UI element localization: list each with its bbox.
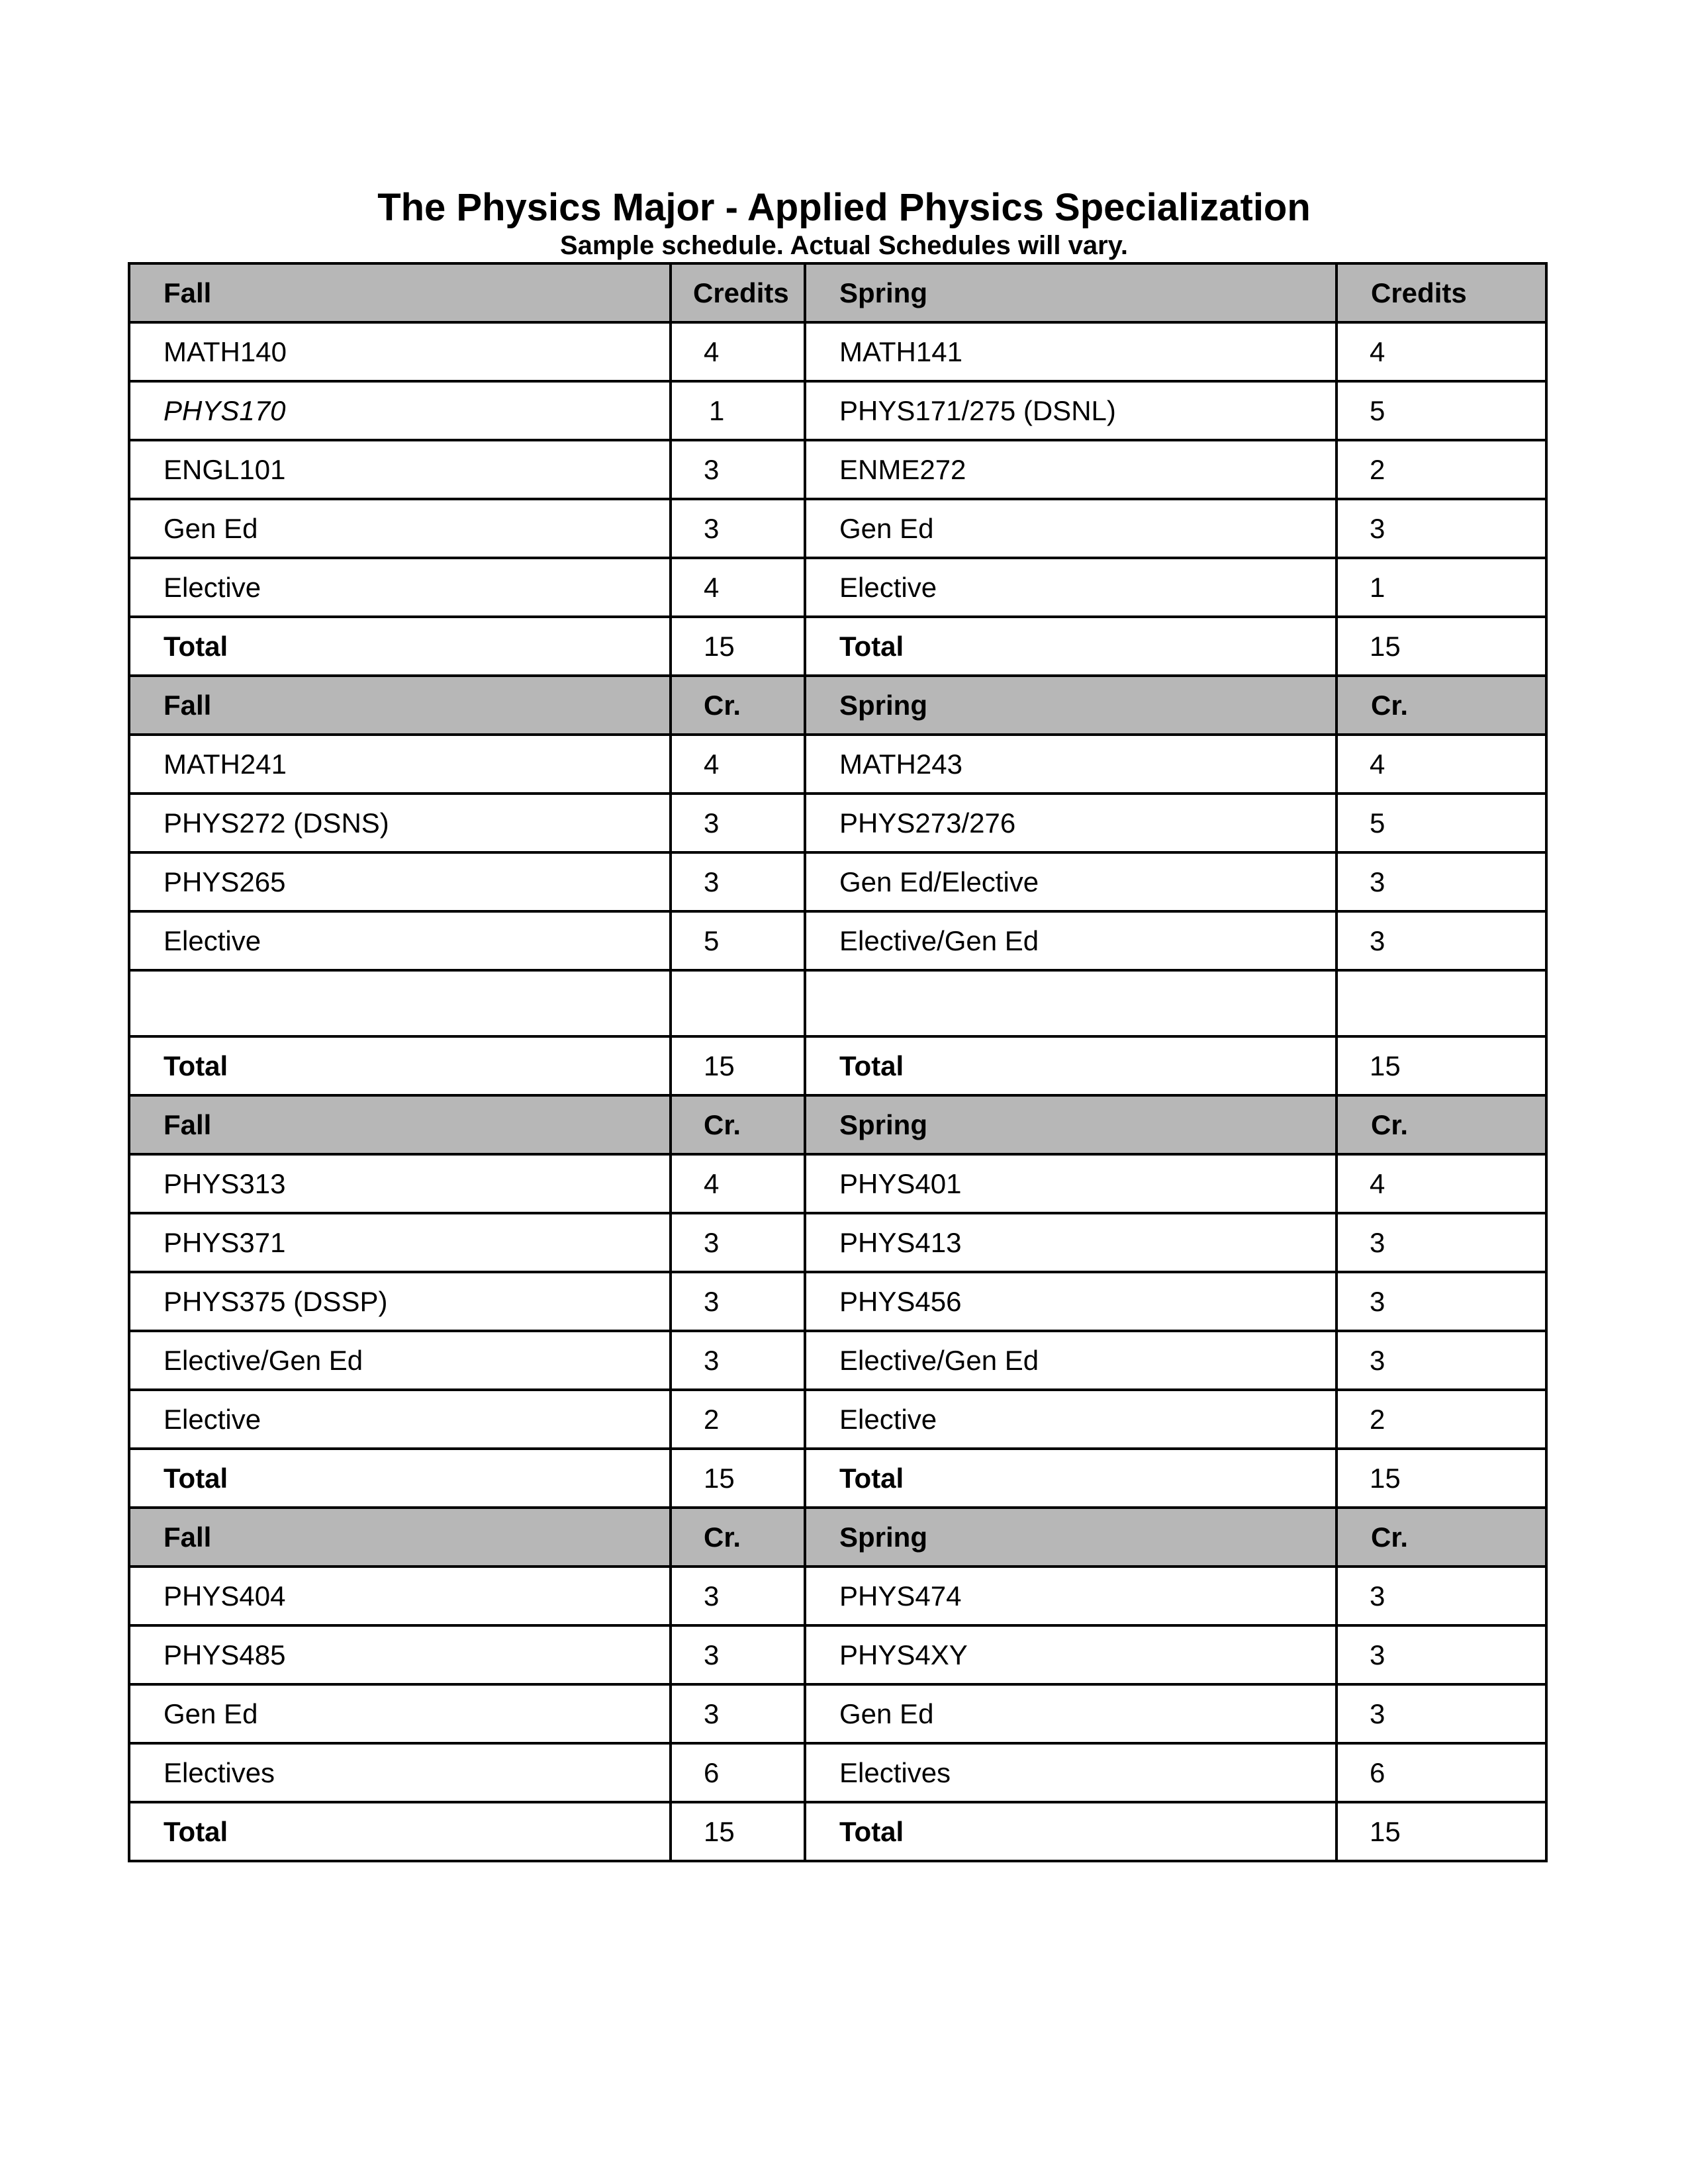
fall-total-credits: 15 [671,1449,805,1508]
fall-header: Fall [129,1095,671,1154]
spring-credits: 5 [1336,794,1546,852]
spring-total-label: Total [805,1036,1336,1095]
fall-total-label: Total [129,1802,671,1861]
table-row [129,1272,1546,1331]
spring-course: Gen Ed [805,1684,1336,1743]
table-row [129,735,1546,794]
fall-credits: 3 [671,1684,805,1743]
fall-credits: 1 [671,381,805,440]
spring-course: Electives [805,1743,1336,1802]
spring-course: Elective [805,1390,1336,1449]
fall-course: PHYS272 (DSNS) [129,794,671,852]
fall-course: ENGL101 [129,440,671,499]
fall-credits: 6 [671,1743,805,1802]
fall-credits: 3 [671,1331,805,1390]
spring-credits: 3 [1336,1272,1546,1331]
fall-course: Electives [129,1743,671,1802]
table-row [129,1567,1546,1625]
spring-course: Gen Ed [805,499,1336,558]
spring-credits: 2 [1336,440,1546,499]
empty-cell [805,970,1336,1036]
spring-course: MATH141 [805,322,1336,381]
fall-credits: 4 [671,558,805,617]
fall-credits-header: Credits [671,263,805,322]
spring-header: Spring [805,1508,1336,1567]
table-row [129,911,1546,970]
fall-course: PHYS170 [129,381,671,440]
empty-cell [1336,970,1546,1036]
fall-total-credits: 15 [671,617,805,676]
fall-course: MATH140 [129,322,671,381]
fall-course: MATH241 [129,735,671,794]
fall-credits: 3 [671,499,805,558]
fall-course: Elective/Gen Ed [129,1331,671,1390]
fall-course: Gen Ed [129,1684,671,1743]
spring-credits: 4 [1336,735,1546,794]
fall-credits: 3 [671,1272,805,1331]
spring-course: PHYS474 [805,1567,1336,1625]
spring-course: Gen Ed/Elective [805,852,1336,911]
fall-total-credits: 15 [671,1036,805,1095]
table-row [129,1154,1546,1213]
page-subtitle: Sample schedule. Actual Schedules will vary. [559,231,1129,260]
fall-total-credits: 15 [671,1802,805,1861]
table-row [129,322,1546,381]
spring-total-credits: 15 [1336,1802,1546,1861]
spring-course: PHYS401 [805,1154,1336,1213]
spring-credits-header: Credits [1336,263,1546,322]
spring-credits: 1 [1336,558,1546,617]
spring-course: PHYS171/275 (DSNL) [805,381,1336,440]
year-3-total-row [129,1449,1546,1508]
fall-credits: 3 [671,1567,805,1625]
fall-credits: 3 [671,440,805,499]
spring-total-label: Total [805,1449,1336,1508]
year-4-total-row [129,1802,1546,1861]
spring-credits: 6 [1336,1743,1546,1802]
fall-course: PHYS404 [129,1567,671,1625]
fall-course: Elective [129,911,671,970]
spring-header: Spring [805,676,1336,735]
spring-total-label: Total [805,1802,1336,1861]
spring-credits: 3 [1336,1331,1546,1390]
table-row [129,1743,1546,1802]
fall-credits: 3 [671,852,805,911]
page-title: The Physics Major - Applied Physics Specialization [377,186,1311,229]
fall-course: PHYS375 (DSSP) [129,1272,671,1331]
table-row [129,794,1546,852]
spring-course: PHYS413 [805,1213,1336,1272]
spring-credits-header: Cr. [1336,1095,1546,1154]
fall-header: Fall [129,263,671,322]
spring-course: Elective/Gen Ed [805,911,1336,970]
empty-row [129,970,1546,1036]
spring-total-label: Total [805,617,1336,676]
year-4-header-row [129,1508,1546,1567]
fall-credits-header: Cr. [671,1508,805,1567]
spring-credits: 4 [1336,1154,1546,1213]
spring-credits-header: Cr. [1336,1508,1546,1567]
table-row [129,1390,1546,1449]
spring-course: PHYS456 [805,1272,1336,1331]
fall-total-label: Total [129,1449,671,1508]
spring-course: MATH243 [805,735,1336,794]
spring-credits: 3 [1336,1684,1546,1743]
table-row [129,499,1546,558]
table-row [129,1331,1546,1390]
spring-credits: 4 [1336,322,1546,381]
spring-credits: 3 [1336,911,1546,970]
table-row [129,558,1546,617]
spring-course: PHYS273/276 [805,794,1336,852]
fall-credits-header: Cr. [671,1095,805,1154]
fall-credits: 2 [671,1390,805,1449]
table-row [129,1625,1546,1684]
spring-header: Spring [805,263,1336,322]
year-1-header-row [129,263,1546,322]
spring-credits: 3 [1336,852,1546,911]
schedule-table [128,262,1548,1862]
spring-total-credits: 15 [1336,1449,1546,1508]
fall-header: Fall [129,1508,671,1567]
empty-cell [129,970,671,1036]
spring-course: ENME272 [805,440,1336,499]
fall-credits: 5 [671,911,805,970]
spring-course: Elective/Gen Ed [805,1331,1336,1390]
fall-credits: 3 [671,1213,805,1272]
fall-credits: 3 [671,1625,805,1684]
spring-credits: 3 [1336,1625,1546,1684]
spring-header: Spring [805,1095,1336,1154]
fall-credits: 4 [671,735,805,794]
table-row [129,1213,1546,1272]
fall-credits-header: Cr. [671,676,805,735]
fall-course: PHYS485 [129,1625,671,1684]
fall-credits: 3 [671,794,805,852]
fall-course: PHYS265 [129,852,671,911]
year-3-header-row [129,1095,1546,1154]
spring-credits: 2 [1336,1390,1546,1449]
empty-cell [671,970,805,1036]
fall-course: Gen Ed [129,499,671,558]
spring-credits-header: Cr. [1336,676,1546,735]
year-1-total-row [129,617,1546,676]
year-2-header-row [129,676,1546,735]
year-2-total-row [129,1036,1546,1095]
fall-course: PHYS313 [129,1154,671,1213]
fall-total-label: Total [129,1036,671,1095]
spring-credits: 3 [1336,1567,1546,1625]
spring-credits: 3 [1336,499,1546,558]
spring-credits: 5 [1336,381,1546,440]
fall-course: Elective [129,558,671,617]
fall-total-label: Total [129,617,671,676]
spring-credits: 3 [1336,1213,1546,1272]
fall-credits: 4 [671,1154,805,1213]
table-row [129,852,1546,911]
table-row [129,381,1546,440]
spring-course: Elective [805,558,1336,617]
fall-credits: 4 [671,322,805,381]
fall-course: Elective [129,1390,671,1449]
fall-header: Fall [129,676,671,735]
table-row [129,1684,1546,1743]
table-row [129,440,1546,499]
spring-total-credits: 15 [1336,1036,1546,1095]
fall-course: PHYS371 [129,1213,671,1272]
spring-total-credits: 15 [1336,617,1546,676]
spring-course: PHYS4XY [805,1625,1336,1684]
